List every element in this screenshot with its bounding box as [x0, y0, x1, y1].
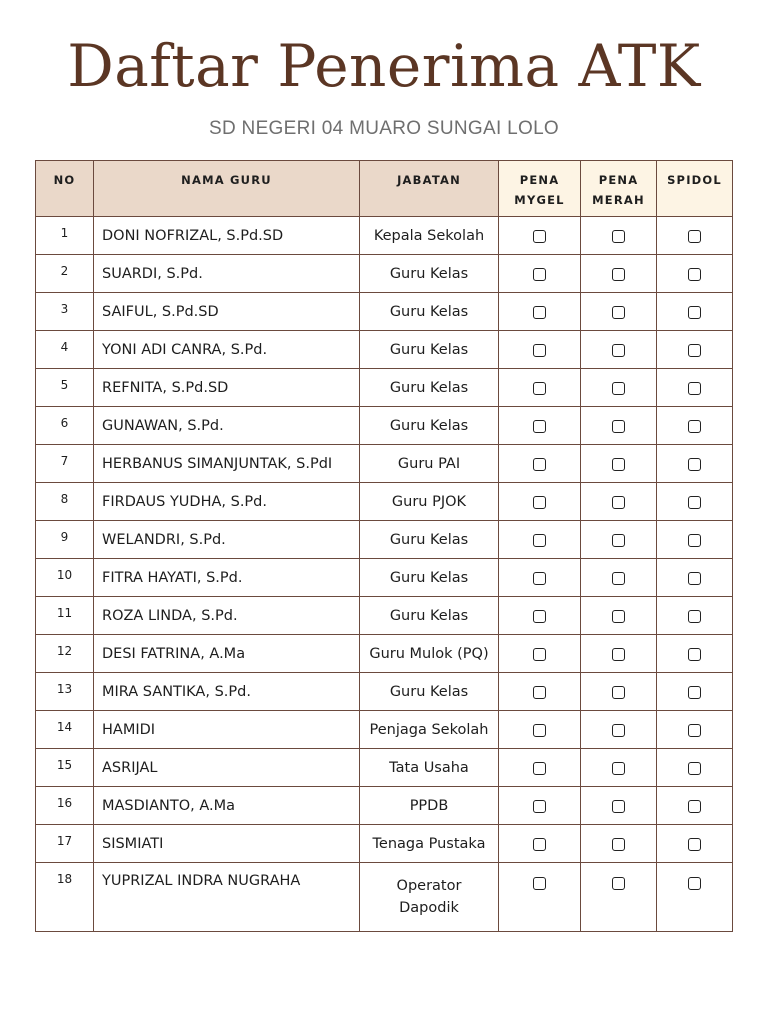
- row-number: 11: [36, 597, 94, 635]
- pena-merah-checkbox[interactable]: [612, 877, 625, 890]
- spidol-checkbox[interactable]: [688, 610, 701, 623]
- spidol-cell: [657, 369, 733, 407]
- table-row: [36, 787, 733, 825]
- pena-mygel-cell: [499, 597, 581, 635]
- teacher-name: YONI ADI CANRA, S.Pd.: [94, 331, 360, 369]
- job-title: Guru Kelas: [360, 521, 499, 559]
- pena-mygel-checkbox[interactable]: [533, 838, 546, 851]
- table-row: [36, 521, 733, 559]
- spidol-checkbox[interactable]: [688, 724, 701, 737]
- row-number: 4: [36, 331, 94, 369]
- spidol-cell: [657, 255, 733, 293]
- row-number: 16: [36, 787, 94, 825]
- teacher-name: WELANDRI, S.Pd.: [94, 521, 360, 559]
- pena-merah-cell: [581, 597, 657, 635]
- spidol-checkbox[interactable]: [688, 268, 701, 281]
- pena-merah-checkbox[interactable]: [612, 572, 625, 585]
- spidol-cell: [657, 559, 733, 597]
- table-row: [36, 711, 733, 749]
- job-title: Guru Kelas: [360, 673, 499, 711]
- job-title-line1: Operator: [396, 878, 462, 894]
- pena-mygel-cell: [499, 407, 581, 445]
- teacher-name: GUNAWAN, S.Pd.: [94, 407, 360, 445]
- pena-merah-checkbox[interactable]: [612, 838, 625, 851]
- table-row: [36, 749, 733, 787]
- pena-mygel-cell: [499, 863, 581, 932]
- header-job: JABATAN: [360, 161, 499, 217]
- row-number: 6: [36, 407, 94, 445]
- pena-merah-cell: [581, 521, 657, 559]
- pena-mygel-cell: [499, 749, 581, 787]
- job-title: Guru Kelas: [360, 331, 499, 369]
- pena-mygel-cell: [499, 825, 581, 863]
- pena-mygel-cell: [499, 217, 581, 255]
- header-name: NAMA GURU: [94, 161, 360, 217]
- pena-merah-cell: [581, 825, 657, 863]
- job-title: Guru Kelas: [360, 597, 499, 635]
- pena-mygel-checkbox[interactable]: [533, 800, 546, 813]
- spidol-cell: [657, 293, 733, 331]
- job-title: Guru Kelas: [360, 407, 499, 445]
- teacher-name: HAMIDI: [94, 711, 360, 749]
- row-number: 12: [36, 635, 94, 673]
- teacher-name: DONI NOFRIZAL, S.Pd.SD: [94, 217, 360, 255]
- pena-mygel-checkbox[interactable]: [533, 724, 546, 737]
- pena-merah-cell: [581, 711, 657, 749]
- job-title: Penjaga Sekolah: [360, 711, 499, 749]
- row-number: 17: [36, 825, 94, 863]
- table-row: [36, 673, 733, 711]
- header-no: NO: [36, 161, 94, 217]
- spidol-cell: [657, 483, 733, 521]
- pena-merah-cell: [581, 369, 657, 407]
- pena-mygel-checkbox[interactable]: [533, 382, 546, 395]
- teacher-name: SAIFUL, S.Pd.SD: [94, 293, 360, 331]
- job-title-line2: Dapodik: [399, 900, 459, 916]
- teacher-name: HERBANUS SIMANJUNTAK, S.PdI: [94, 445, 360, 483]
- pena-mygel-cell: [499, 787, 581, 825]
- pena-merah-cell: [581, 445, 657, 483]
- pena-mygel-cell: [499, 255, 581, 293]
- pena-merah-cell: [581, 787, 657, 825]
- row-number: 14: [36, 711, 94, 749]
- spidol-checkbox[interactable]: [688, 762, 701, 775]
- header-pena-mygel-line2: MYGEL: [514, 193, 565, 207]
- job-title: Guru PAI: [360, 445, 499, 483]
- row-number: 3: [36, 293, 94, 331]
- row-number: 9: [36, 521, 94, 559]
- page-title: Daftar Penerima ATK: [67, 32, 701, 100]
- row-number: 10: [36, 559, 94, 597]
- pena-mygel-checkbox[interactable]: [533, 496, 546, 509]
- pena-merah-checkbox[interactable]: [612, 344, 625, 357]
- header-pena-merah: [581, 161, 657, 217]
- row-number: 5: [36, 369, 94, 407]
- spidol-cell: [657, 711, 733, 749]
- spidol-checkbox[interactable]: [688, 838, 701, 851]
- spidol-checkbox[interactable]: [688, 382, 701, 395]
- table-row: [36, 255, 733, 293]
- teacher-name: FIRDAUS YUDHA, S.Pd.: [94, 483, 360, 521]
- header-pena-merah-line2: MERAH: [592, 193, 645, 207]
- pena-merah-checkbox[interactable]: [612, 496, 625, 509]
- spidol-checkbox[interactable]: [688, 230, 701, 243]
- pena-mygel-checkbox[interactable]: [533, 344, 546, 357]
- job-title: PPDB: [360, 787, 499, 825]
- pena-mygel-checkbox[interactable]: [533, 420, 546, 433]
- spidol-cell: [657, 445, 733, 483]
- pena-mygel-checkbox[interactable]: [533, 268, 546, 281]
- job-title: Tenaga Pustaka: [360, 825, 499, 863]
- pena-mygel-checkbox[interactable]: [533, 648, 546, 661]
- spidol-cell: [657, 521, 733, 559]
- pena-mygel-checkbox[interactable]: [533, 686, 546, 699]
- teacher-name: REFNITA, S.Pd.SD: [94, 369, 360, 407]
- spidol-checkbox[interactable]: [688, 648, 701, 661]
- pena-mygel-cell: [499, 483, 581, 521]
- spidol-cell: [657, 825, 733, 863]
- spidol-checkbox[interactable]: [688, 344, 701, 357]
- pena-merah-cell: [581, 293, 657, 331]
- pena-mygel-checkbox[interactable]: [533, 572, 546, 585]
- header-spidol: SPIDOL: [657, 161, 733, 217]
- teacher-name: MIRA SANTIKA, S.Pd.: [94, 673, 360, 711]
- pena-merah-cell: [581, 217, 657, 255]
- pena-mygel-cell: [499, 559, 581, 597]
- job-title: Guru Kelas: [360, 255, 499, 293]
- pena-mygel-checkbox[interactable]: [533, 610, 546, 623]
- table-row: [36, 559, 733, 597]
- header-pena-mygel: [499, 161, 581, 217]
- row-number: 15: [36, 749, 94, 787]
- teacher-name: SISMIATI: [94, 825, 360, 863]
- spidol-checkbox[interactable]: [688, 458, 701, 471]
- recipient-table: [35, 160, 733, 932]
- teacher-name: SUARDI, S.Pd.: [94, 255, 360, 293]
- pena-merah-checkbox[interactable]: [612, 306, 625, 319]
- pena-merah-checkbox[interactable]: [612, 648, 625, 661]
- pena-merah-cell: [581, 255, 657, 293]
- row-number: 2: [36, 255, 94, 293]
- page-subtitle: SD NEGERI 04 MUARO SUNGAI LOLO: [208, 118, 560, 139]
- pena-merah-checkbox[interactable]: [612, 724, 625, 737]
- row-number: 7: [36, 445, 94, 483]
- spidol-cell: [657, 787, 733, 825]
- pena-merah-checkbox[interactable]: [612, 458, 625, 471]
- spidol-cell: [657, 331, 733, 369]
- spidol-checkbox[interactable]: [688, 877, 701, 890]
- spidol-cell: [657, 217, 733, 255]
- teacher-name: DESI FATRINA, A.Ma: [94, 635, 360, 673]
- pena-merah-cell: [581, 635, 657, 673]
- pena-merah-checkbox[interactable]: [612, 420, 625, 433]
- spidol-checkbox[interactable]: [688, 496, 701, 509]
- pena-merah-cell: [581, 863, 657, 932]
- header-pena-mygel-line1: PENA: [519, 173, 560, 187]
- pena-mygel-cell: [499, 331, 581, 369]
- spidol-checkbox[interactable]: [688, 534, 701, 547]
- pena-merah-cell: [581, 559, 657, 597]
- row-number: 8: [36, 483, 94, 521]
- spidol-cell: [657, 673, 733, 711]
- spidol-cell: [657, 597, 733, 635]
- pena-merah-checkbox[interactable]: [612, 610, 625, 623]
- pena-mygel-cell: [499, 635, 581, 673]
- job-title: Guru Kelas: [360, 293, 499, 331]
- spidol-checkbox[interactable]: [688, 686, 701, 699]
- table-row: [36, 331, 733, 369]
- table-header-row: [36, 161, 733, 217]
- table-row: [36, 635, 733, 673]
- pena-mygel-checkbox[interactable]: [533, 762, 546, 775]
- job-title: Guru PJOK: [360, 483, 499, 521]
- spidol-cell: [657, 863, 733, 932]
- spidol-checkbox[interactable]: [688, 572, 701, 585]
- table-row: [36, 863, 733, 932]
- pena-merah-cell: [581, 749, 657, 787]
- pena-mygel-cell: [499, 711, 581, 749]
- pena-mygel-cell: [499, 293, 581, 331]
- row-number: 1: [36, 217, 94, 255]
- spidol-checkbox[interactable]: [688, 800, 701, 813]
- table-row: [36, 293, 733, 331]
- table-row: [36, 445, 733, 483]
- pena-mygel-cell: [499, 521, 581, 559]
- row-number: 13: [36, 673, 94, 711]
- pena-merah-checkbox[interactable]: [612, 800, 625, 813]
- teacher-name: ROZA LINDA, S.Pd.: [94, 597, 360, 635]
- spidol-checkbox[interactable]: [688, 420, 701, 433]
- table-row: [36, 407, 733, 445]
- spidol-cell: [657, 635, 733, 673]
- pena-mygel-checkbox[interactable]: [533, 230, 546, 243]
- pena-merah-checkbox[interactable]: [612, 762, 625, 775]
- teacher-name: FITRA HAYATI, S.Pd.: [94, 559, 360, 597]
- pena-merah-checkbox[interactable]: [612, 268, 625, 281]
- pena-mygel-cell: [499, 369, 581, 407]
- table-row: [36, 217, 733, 255]
- teacher-name: ASRIJAL: [94, 749, 360, 787]
- table-row: [36, 369, 733, 407]
- row-number: 18: [36, 863, 94, 932]
- pena-merah-cell: [581, 331, 657, 369]
- job-title: Guru Kelas: [360, 559, 499, 597]
- job-title: [360, 863, 499, 932]
- spidol-checkbox[interactable]: [688, 306, 701, 319]
- job-title: Guru Mulok (PQ): [360, 635, 499, 673]
- header-pena-merah-line1: PENA: [598, 173, 639, 187]
- teacher-name: MASDIANTO, A.Ma: [94, 787, 360, 825]
- pena-merah-checkbox[interactable]: [612, 534, 625, 547]
- pena-mygel-checkbox[interactable]: [533, 306, 546, 319]
- teacher-name: YUPRIZAL INDRA NUGRAHA: [94, 863, 360, 932]
- pena-mygel-cell: [499, 673, 581, 711]
- spidol-cell: [657, 407, 733, 445]
- job-title: Guru Kelas: [360, 369, 499, 407]
- pena-merah-checkbox[interactable]: [612, 230, 625, 243]
- pena-merah-checkbox[interactable]: [612, 686, 625, 699]
- pena-merah-cell: [581, 483, 657, 521]
- job-title: Kepala Sekolah: [360, 217, 499, 255]
- spidol-cell: [657, 749, 733, 787]
- pena-mygel-cell: [499, 445, 581, 483]
- pena-mygel-checkbox[interactable]: [533, 534, 546, 547]
- job-title: Tata Usaha: [360, 749, 499, 787]
- table-row: [36, 825, 733, 863]
- table-row: [36, 597, 733, 635]
- pena-mygel-checkbox[interactable]: [533, 877, 546, 890]
- pena-merah-cell: [581, 673, 657, 711]
- table-row: [36, 483, 733, 521]
- pena-merah-checkbox[interactable]: [612, 382, 625, 395]
- pena-merah-cell: [581, 407, 657, 445]
- pena-mygel-checkbox[interactable]: [533, 458, 546, 471]
